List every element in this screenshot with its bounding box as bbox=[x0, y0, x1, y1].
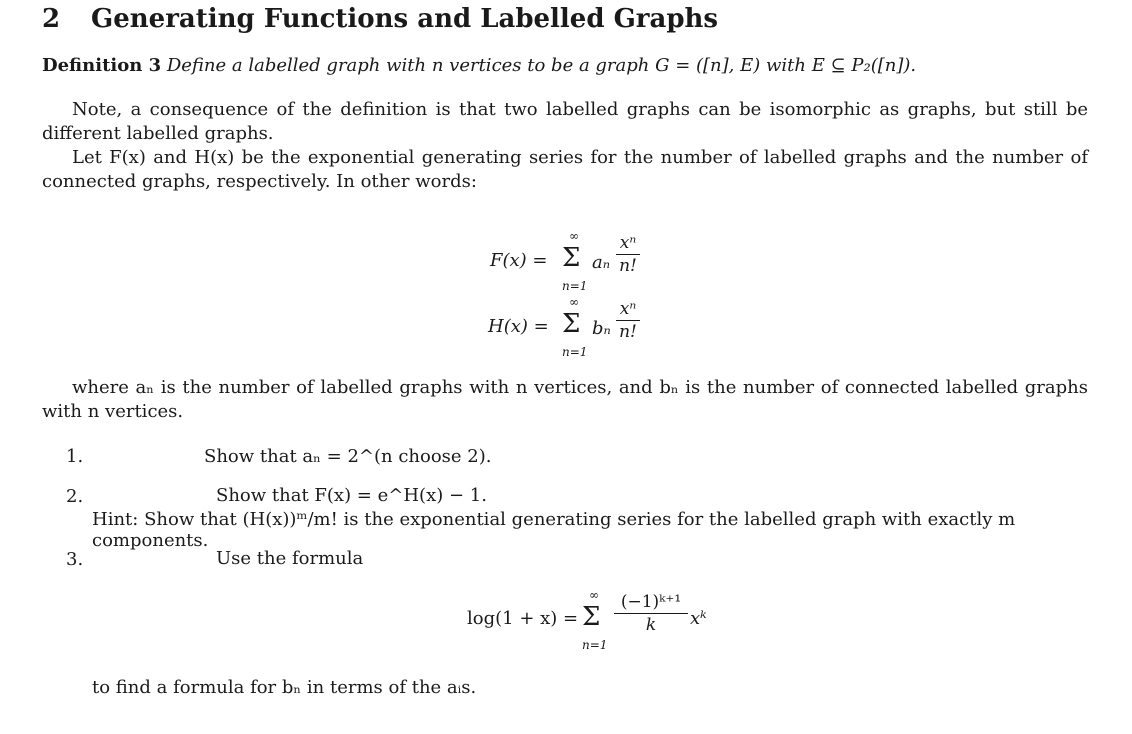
problem-3-number: 3. bbox=[66, 549, 84, 570]
h-sum-lower: n=1 bbox=[562, 345, 588, 359]
log-fraction bbox=[614, 592, 688, 635]
log-frac-bar bbox=[614, 613, 688, 614]
h-frac-den: n! bbox=[619, 322, 637, 342]
h-frac-bar bbox=[616, 320, 640, 321]
h-coefficient: bₙ bbox=[592, 318, 611, 339]
log-tail: xᵏ bbox=[690, 608, 707, 629]
problem-3-text: Use the formula bbox=[216, 548, 364, 569]
f-sum-lower: n=1 bbox=[562, 279, 588, 293]
log-frac-den: k bbox=[645, 615, 657, 635]
log-equation-lhs: log(1 + x) = bbox=[467, 608, 579, 629]
definition bbox=[42, 55, 916, 76]
problem-3-followup: to find a formula for bₙ in terms of the aᵢs. bbox=[92, 677, 477, 698]
problem-2-number: 2. bbox=[66, 486, 84, 507]
h-sum-upper: ∞ bbox=[569, 295, 579, 309]
f-fraction bbox=[616, 233, 640, 276]
problem-2-text: Show that F(x) = e^H(x) − 1. bbox=[216, 485, 487, 506]
note-paragraph: Note, a consequence of the definition is that two labelled graphs can be isomorphic as graphs, but still be different labelled graphs. bbox=[42, 99, 1088, 144]
section-number: 2 bbox=[42, 4, 61, 34]
let-paragraph: Let F(x) and H(x) be the exponential generating series for the number of labelled graphs and the number of connected graphs, respectively. In other words: bbox=[42, 147, 1088, 192]
f-sum-symbol: Σ bbox=[562, 243, 581, 273]
f-frac-den: n! bbox=[619, 256, 637, 276]
f-equation-lhs: F(x) = bbox=[490, 250, 548, 271]
log-sum-upper: ∞ bbox=[589, 588, 599, 602]
definition-text: Define a labelled graph with n vertices to be a graph G = ([n], E) with E ⊆ P₂([n]). bbox=[166, 55, 917, 76]
where-paragraph: where aₙ is the number of labelled graphs with n vertices, and bₙ is the number of connected labelled graphs with n vertices. bbox=[42, 377, 1088, 422]
problem-2-hint: Hint: Show that (H(x))ᵐ/m! is the exponential generating series for the labelled graph with exactly m components. bbox=[92, 509, 1016, 551]
f-frac-num: xⁿ bbox=[619, 233, 637, 253]
h-fraction bbox=[616, 299, 640, 342]
log-frac-num: (−1)ᵏ⁺¹ bbox=[620, 592, 682, 612]
f-coefficient: aₙ bbox=[592, 252, 611, 273]
log-sum-symbol: Σ bbox=[582, 602, 601, 632]
problem-1-text: Show that aₙ = 2^(n choose 2). bbox=[204, 446, 492, 467]
section-title: Generating Functions and Labelled Graphs bbox=[91, 4, 719, 34]
definition-label: Definition 3 bbox=[42, 55, 162, 76]
h-sum-symbol: Σ bbox=[562, 309, 581, 339]
problem-1-number: 1. bbox=[66, 446, 84, 467]
f-frac-bar bbox=[616, 254, 640, 255]
log-sum-lower: n=1 bbox=[582, 638, 608, 652]
h-frac-num: xⁿ bbox=[619, 299, 637, 319]
h-equation-lhs: H(x) = bbox=[488, 316, 549, 337]
f-sum-upper: ∞ bbox=[569, 229, 579, 243]
